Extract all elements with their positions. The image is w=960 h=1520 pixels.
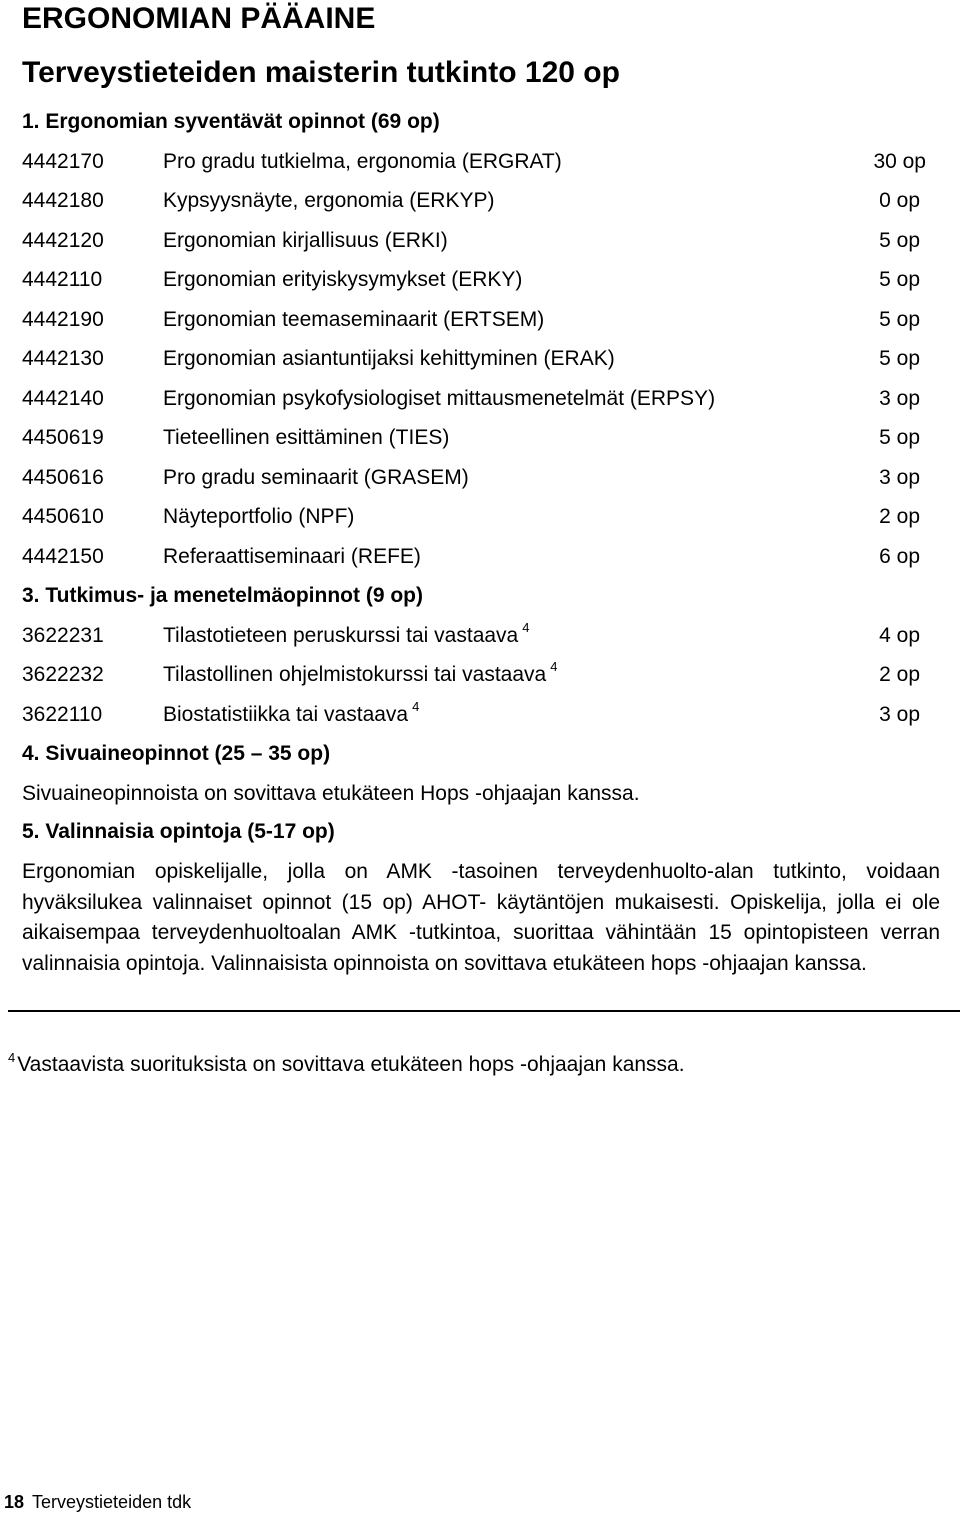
course-row [0,542,960,572]
course-name: Pro gradu seminaarit (GRASEM) [163,466,469,489]
course-credits: 5 op [879,426,920,449]
course-row [0,502,960,532]
course-credits: 5 op [879,308,920,331]
course-code: 4442190 [22,308,104,331]
course-credits: 3 op [879,703,920,726]
page-footer [4,1490,191,1514]
course-code: 4450610 [22,505,104,528]
course-credits: 5 op [879,229,920,252]
course-credits: 3 op [879,466,920,489]
course-row [0,463,960,493]
footnote-marker: 4 [412,699,420,714]
course-row [0,265,960,295]
section-1-title: 1. Ergonomian syventävät opinnot (69 op) [22,110,440,133]
course-name: Ergonomian kirjallisuus (ERKI) [163,229,448,252]
course-row [0,186,960,216]
course-row [0,621,960,651]
course-name: Ergonomian teemaseminaarit (ERTSEM) [163,308,545,331]
course-code: 3622110 [22,703,103,726]
footnote [8,1050,685,1082]
course-credits: 5 op [879,268,920,291]
major-heading: ERGONOMIAN PÄÄAINE [22,2,376,35]
course-code: 4442140 [22,387,104,410]
footnote-number: 4 [8,1050,16,1065]
course-code: 4442120 [22,229,104,252]
course-row [0,147,960,177]
course-name: Ergonomian psykofysiologiset mittausmenetelmät (ERPSY) [163,387,716,410]
course-row [0,700,960,730]
section-5-paragraph: Ergonomian opiskelijalle, jolla on AMK -tasoinen terveydenhuolto-alan tutkinto, voidaan hyväksilukea valinnaiset opinnot (15 op) AHOT- käytäntöjen mukaisesti. Opiskelija, jolla ei ole aikaisempaa terveydenhuoltoalan AMK -tutkintoa, suorittaa vähintään 15 opintopisteen verran valinnaisia opintoja. Valinnaisista opinnoista on sovittava etukäteen hops -ohjaajan kanssa. [22,860,940,975]
course-name: Tilastollinen ohjelmistokurssi tai vastaava $^4$ [163,659,558,686]
footnote-marker: 4 [550,659,558,674]
footnote-divider [8,1010,960,1012]
footnote-text: Vastaavista suorituksista on sovittava etukäteen hops -ohjaajan kanssa. [17,1053,685,1076]
course-row [0,660,960,690]
course-name: Ergonomian erityiskysymykset (ERKY) [163,268,523,291]
section-4-title: 4. Sivuaineopinnot (25 – 35 op) [22,742,331,765]
section-4-text: Sivuaineopinnoista on sovittava etukäteen Hops -ohjaajan kanssa. [22,782,640,805]
course-row [0,384,960,414]
course-credits: 2 op [879,663,920,686]
course-credits: 30 op [873,150,926,173]
course-name: Biostatistiikka tai vastaava $^4$ [163,699,420,726]
course-name: Kypsyysnäyte, ergonomia (ERKYP) [163,189,495,212]
section-3-title: 3. Tutkimus- ja menetelmäopinnot (9 op) [22,584,423,607]
course-code: 4442170 [22,150,104,173]
page-number: 18 [4,1492,25,1512]
course-credits: 6 op [879,545,920,568]
course-code: 4442130 [22,347,104,370]
course-code: 3622232 [22,663,104,686]
course-credits: 0 op [879,189,920,212]
course-code: 4450619 [22,426,104,449]
course-code: 4442150 [22,545,104,568]
course-row [0,305,960,335]
course-code: 3622231 [22,624,104,647]
course-name: Tieteellinen esittäminen (TIES) [163,426,450,449]
course-credits: 4 op [879,624,920,647]
course-credits: 2 op [879,505,920,528]
course-name: Ergonomian asiantuntijaksi kehittyminen (ERAK) [163,347,615,370]
course-row [0,423,960,453]
course-name: Pro gradu tutkielma, ergonomia (ERGRAT) [163,150,562,173]
degree-heading: Terveystieteiden maisterin tutkinto 120 op [22,56,620,89]
course-code: 4442110 [22,268,103,291]
footnote-marker: 4 [522,620,530,635]
course-credits: 5 op [879,347,920,370]
course-credits: 3 op [879,387,920,410]
course-name: Tilastotieteen peruskurssi tai vastaava $^4$ [163,620,530,647]
footer-text: Terveystieteiden tdk [32,1492,192,1512]
course-code: 4442180 [22,189,104,212]
section-5-title: 5. Valinnaisia opintoja (5-17 op) [22,820,335,843]
course-row [0,226,960,256]
course-name: Näyteportfolio (NPF) [163,505,355,528]
course-code: 4450616 [22,466,104,489]
course-row [0,344,960,374]
course-name: Referaattiseminaari (REFE) [163,545,421,568]
